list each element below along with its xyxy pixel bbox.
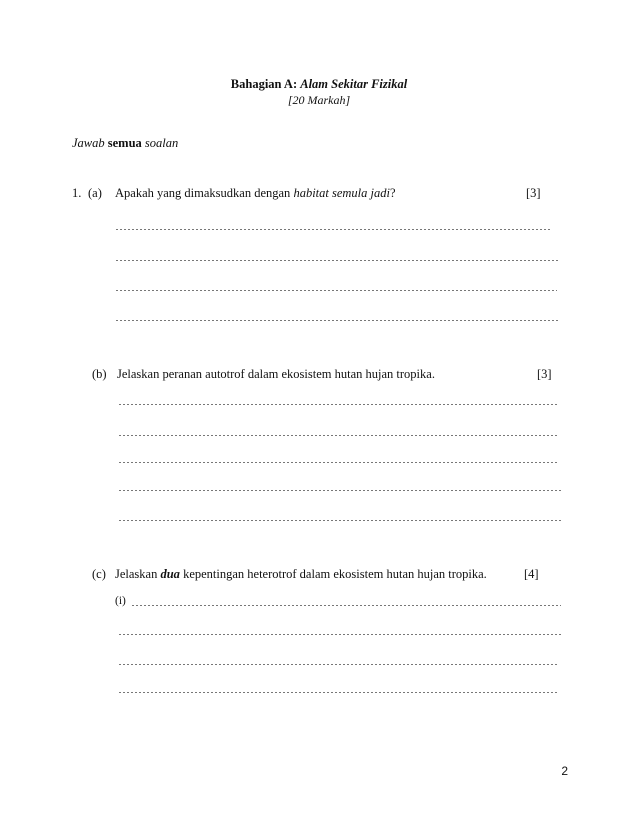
question-1a-text-before: Apakah yang dimaksudkan dengan bbox=[115, 186, 291, 200]
answer-line[interactable] bbox=[118, 435, 558, 436]
question-1c-text-before: Jelaskan bbox=[115, 567, 158, 581]
question-1c-marks: [4] bbox=[524, 567, 539, 581]
answer-line[interactable] bbox=[118, 462, 558, 463]
question-1a-text-italic: habitat semula jadi bbox=[293, 186, 390, 200]
instructions-part1: Jawab bbox=[72, 136, 105, 150]
answer-line[interactable] bbox=[115, 260, 559, 261]
question-1a-text-after: ? bbox=[389, 186, 396, 200]
question-1c-text-emph: dua bbox=[160, 567, 180, 581]
section-title: Alam Sekitar Fizikal bbox=[300, 77, 408, 91]
page-number: 2 bbox=[561, 764, 568, 778]
question-1c-sub-i-label: (i) bbox=[115, 595, 126, 607]
answer-line[interactable] bbox=[118, 692, 558, 693]
instructions-part2: semua bbox=[107, 136, 142, 150]
question-1b-label: (b) bbox=[92, 367, 107, 381]
answer-line[interactable] bbox=[118, 520, 562, 521]
answer-line[interactable] bbox=[115, 290, 557, 291]
question-1c-text bbox=[115, 567, 487, 582]
answer-line[interactable] bbox=[118, 634, 561, 635]
question-number: 1. bbox=[72, 186, 82, 200]
section-label: Bahagian A: bbox=[230, 77, 298, 91]
answer-line[interactable] bbox=[118, 490, 562, 491]
question-1b-marks: [3] bbox=[537, 367, 552, 381]
answer-line[interactable] bbox=[115, 320, 559, 321]
section-heading bbox=[0, 77, 638, 92]
total-marks: [20 Markah] bbox=[287, 93, 351, 107]
instructions-part3: soalan bbox=[144, 136, 179, 150]
answer-line[interactable] bbox=[131, 605, 561, 606]
answer-line[interactable] bbox=[118, 404, 558, 405]
question-1a-text bbox=[115, 186, 396, 201]
question-1c-text-after: kepentingan heterotrof dalam ekosistem hutan hujan tropika. bbox=[183, 567, 487, 581]
answer-line[interactable] bbox=[115, 229, 551, 230]
question-1b-text: Jelaskan peranan autotrof dalam ekosistem hutan hujan tropika. bbox=[117, 367, 435, 381]
question-1a-marks: [3] bbox=[526, 186, 541, 200]
answer-line[interactable] bbox=[118, 664, 558, 665]
instructions bbox=[72, 136, 178, 151]
question-1a-label: (a) bbox=[88, 186, 102, 200]
question-1c-label: (c) bbox=[92, 567, 106, 581]
